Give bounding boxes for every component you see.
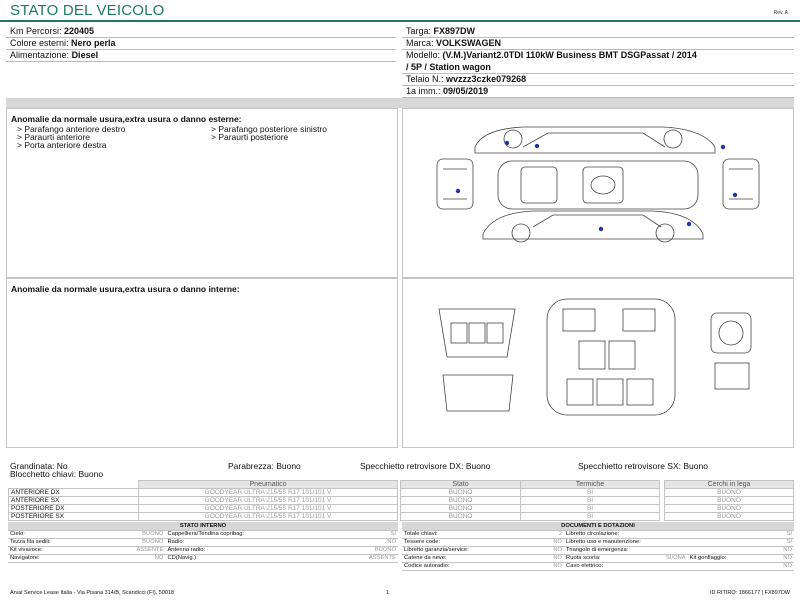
table-row: BUONO SI [401, 505, 660, 513]
targa-row: Targa: FX897DW [406, 26, 476, 36]
table-row: BUONO [665, 489, 794, 497]
damage-item: > Paraurti posteriore [211, 132, 289, 142]
cerchi-col-header: Cerchi in lega [665, 481, 794, 489]
termiche-col-header: Termiche [521, 481, 660, 489]
tyres-state-table [400, 480, 660, 521]
internal-damage-panel [6, 278, 398, 448]
modello-row: Modello: (V.M.)Variant2.0TDI 110kW Business BMT DSGPassat / 2014 [406, 50, 697, 60]
marca-row: Marca: VOLKSWAGEN [406, 38, 502, 48]
table-row: Kit vivavoce: ASSENTE Antenna radio: BUONO [10, 547, 396, 553]
page-title: STATO DEL VEICOLO [10, 2, 165, 19]
page-number: 1 [386, 590, 390, 596]
table-row: ANTERIORE SX GOODYEAR ULTRA 215/55 R17 101/101 V [9, 497, 398, 505]
car-interior-diagram [403, 279, 793, 447]
footer-address: Arval Service Lease Italia - Via Pisana 314/B, Scandicci (FI), 50018 [10, 590, 175, 596]
documenti-title: DOCUMENTI E DOTAZIONI [402, 522, 794, 530]
damage-item: > Paraurti anteriore [17, 132, 90, 142]
colore-row: Colore esterni: Nero perla [10, 38, 116, 48]
id-ritiro: ID RITIRO: 1866177 | FX897DW [710, 590, 790, 596]
table-row: POSTERIORE SX GOODYEAR ULTRA 215/55 R17 101/101 V [9, 513, 398, 521]
table-row: BUONO SI [401, 497, 660, 505]
table-row: BUONO SI [401, 513, 660, 521]
table-row: ANTERIORE DX GOODYEAR ULTRA 215/55 R17 101/101 V [9, 489, 398, 497]
revision-label: Rev. A [773, 10, 788, 16]
specchietto-sx-label: Specchietto retrovisore SX: Buono [578, 461, 708, 471]
table-row: POSTERIORE DX GOODYEAR ULTRA 215/55 R17 101/101 V [9, 505, 398, 513]
external-damage-title: Anomalie da normale usura,extra usura o danno esterne: [11, 114, 242, 124]
damage-item: > Porta anteriore destra [17, 140, 107, 150]
stato-interno-title: STATO INTERNO [8, 522, 398, 530]
title-underline [0, 20, 800, 22]
parabrezza-label: Parabrezza: Buono [228, 461, 301, 471]
damage-item: > Parafango posteriore sinistro [211, 124, 327, 134]
table-row: BUONO [665, 513, 794, 521]
telaio-row: Telaio N.: wvzzz3czke079268 [406, 74, 527, 84]
external-diagram-panel [402, 108, 794, 278]
damage-item: > Parafango anteriore destro [17, 124, 126, 134]
table-row: BUONO [665, 497, 794, 505]
car-exterior-diagram [403, 109, 793, 277]
external-damage-panel [6, 108, 398, 278]
table-row: Cielo: BUONO Cappelliera/Tendina copribag: SI [10, 531, 396, 537]
vehicle-info-right [406, 25, 796, 97]
table-row: BUONO [665, 505, 794, 513]
blocchetto-label: Blocchetto chiavi: Buono [10, 469, 104, 479]
table-row: Libretto garanzia/service: NO Triangolo di emergenza: NO [404, 547, 792, 553]
external-damage-list-2 [211, 125, 327, 141]
internal-damage-title: Anomalie da normale usura,extra usura o danno interne: [11, 284, 240, 294]
internal-diagram-panel [402, 278, 794, 448]
documenti-table [402, 522, 794, 571]
modello-row-2: / 5P / Station wagon [406, 62, 491, 72]
external-damage-list-1 [17, 125, 125, 149]
tyre-col-header: Pneumatico [139, 481, 398, 489]
cerchi-table [664, 480, 794, 521]
alimentazione-row: Alimentazione: Diesel [10, 50, 99, 60]
table-row: Totale chiavi: 2 Libretto circolazione: SI [404, 531, 792, 537]
grandinata-label: Grandinata: No [10, 461, 68, 471]
tyres-header-row [9, 481, 398, 489]
stato-interno-table [8, 522, 398, 563]
table-row: Tezza fila sedili: BUONO Radio: NO [10, 539, 396, 545]
table-row: BUONO SI [401, 489, 660, 497]
tyres-table [8, 480, 398, 521]
specchietto-dx-label: Specchietto retrovisore DX: Buono [360, 461, 491, 471]
stato-col-header: Stato [401, 481, 521, 489]
table-row: Navigatore: NO CD(Navig.): ASSENTE [10, 555, 396, 561]
km-row: Km Percorsi: 220405 [10, 26, 95, 36]
table-row: Tessere code: NO Libretto uso e manutenzione: SI [404, 539, 792, 545]
vehicle-info-left [10, 25, 390, 61]
imm-row: 1a imm.: 09/05/2019 [406, 86, 489, 96]
section-separator [6, 98, 794, 108]
table-row: Codice autoradio: NO Cavo elettrico: NO [404, 563, 792, 569]
table-row: Catene da neve: NO Ruota scorta: SI/ONA Kit gonfiaggio: NO [404, 555, 792, 561]
